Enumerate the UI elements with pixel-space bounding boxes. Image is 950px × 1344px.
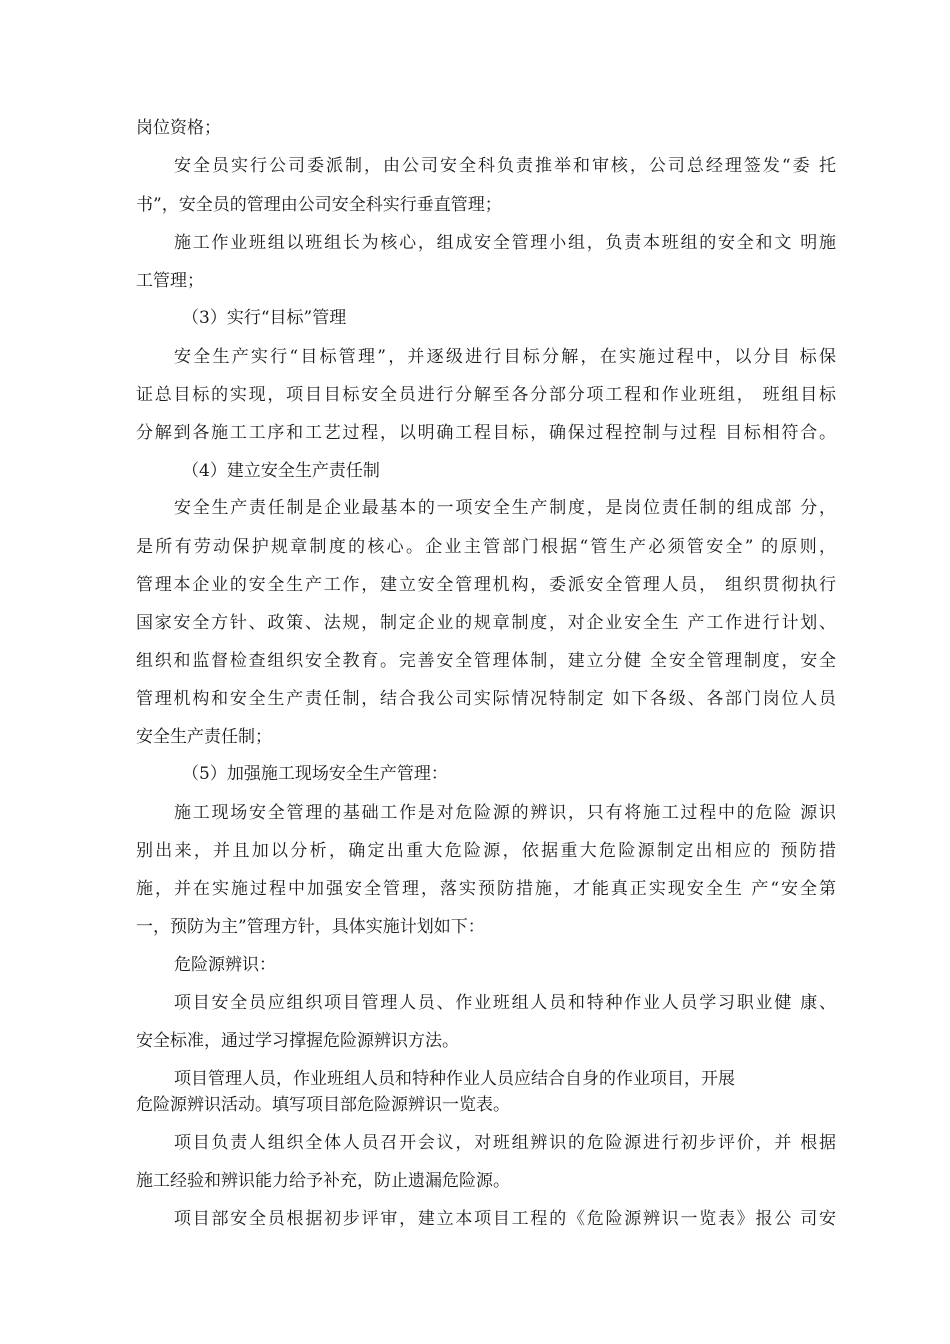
text-line: 施工现场安全管理的基础工作是对危险源的辨识，只有将施工过程中的危险 源识 [174,803,836,823]
text-line: 安全员实行公司委派制，由公司安全科负责推举和审核，公司总经理签发“委 托 [174,156,836,176]
text-line: 项目管理人员，作业班组人员和特种作业人员应结合自身的作业项目，开展 [174,1069,735,1089]
text-line: 施工作业班组以班组长为核心，组成安全管理小组，负责本班组的安全和文 明施 [174,233,836,253]
text-line: 项目安全员应组织项目管理人员、作业班组人员和特种作业人员学习职业健 康、 [174,993,836,1013]
section-heading: （5）加强施工现场安全生产管理： [182,764,448,784]
text-line: 管理本企业的安全生产工作，建立安全管理机构，委派安全管理人员， 组织贯彻执行 [136,575,836,595]
text-line: 安全生产责任制是企业最基本的一项安全生产制度，是岗位责任制的组成部 分， [174,498,836,518]
text-line: 国家安全方针、政策、法规，制定企业的规章制度，对企业安全生 产工作进行计划、 [136,613,836,633]
text-line: 项目部安全员根据初步评审，建立本项目工程的《危险源辨识一览表》报公 司安 [174,1209,836,1229]
text-line: 安全生产实行“目标管理”，并逐级进行目标分解，在实施过程中，以分目 标保 [174,347,836,367]
text-line: 书”，安全员的管理由公司安全科实行垂直管理； [136,195,502,215]
section-heading: （3）实行“目标”管理 [182,308,347,328]
text-line: 是所有劳动保护规章制度的核心。企业主管部门根据“管生产必须管安全” 的原则， [136,537,836,557]
text-line: 施工经验和辨识能力给予补充，防止遗漏危险源。 [136,1171,510,1191]
text-line: 管理机构和安全生产责任制，结合我公司实际情况特制定 如下各级、各部门岗位人员 [136,689,836,709]
text-line: 组织和监督检查组织安全教育。完善安全管理体制，建立分健 全安全管理制度，安全 [136,651,836,671]
text-line: 安全标准，通过学习撑握危险源辨识方法。 [136,1031,459,1051]
text-line: 项目负责人组织全体人员召开会议，对班组辨识的危险源进行初步评价，并 根据 [174,1133,836,1153]
text-line: 岗位资格； [136,118,221,138]
text-line: 施，并在实施过程中加强安全管理，落实预防措施，才能真正实现安全生 产“安全第 [136,879,836,899]
text-line: 证总目标的实现，项目目标安全员进行分解至各分部分项工程和作业班组， 班组目标 [136,385,836,405]
text-line: 一，预防为主”管理方针，具体实施计划如下： [136,917,485,937]
text-line: 别出来，并且加以分析，确定出重大危险源，依据重大危险源制定出相应的 预防措 [136,841,836,861]
text-line: 工管理； [136,271,204,291]
section-heading: （4）建立安全生产责任制 [182,461,380,481]
text-line: 分解到各施工工序和工艺过程，以明确工程目标，确保过程控制与过程 目标相符合。 [136,423,836,443]
text-line: 危险源辨识活动。填写项目部危险源辨识一览表。 [136,1095,510,1115]
text-line: 危险源辨识： [174,955,276,975]
text-line: 安全生产责任制； [136,727,272,747]
